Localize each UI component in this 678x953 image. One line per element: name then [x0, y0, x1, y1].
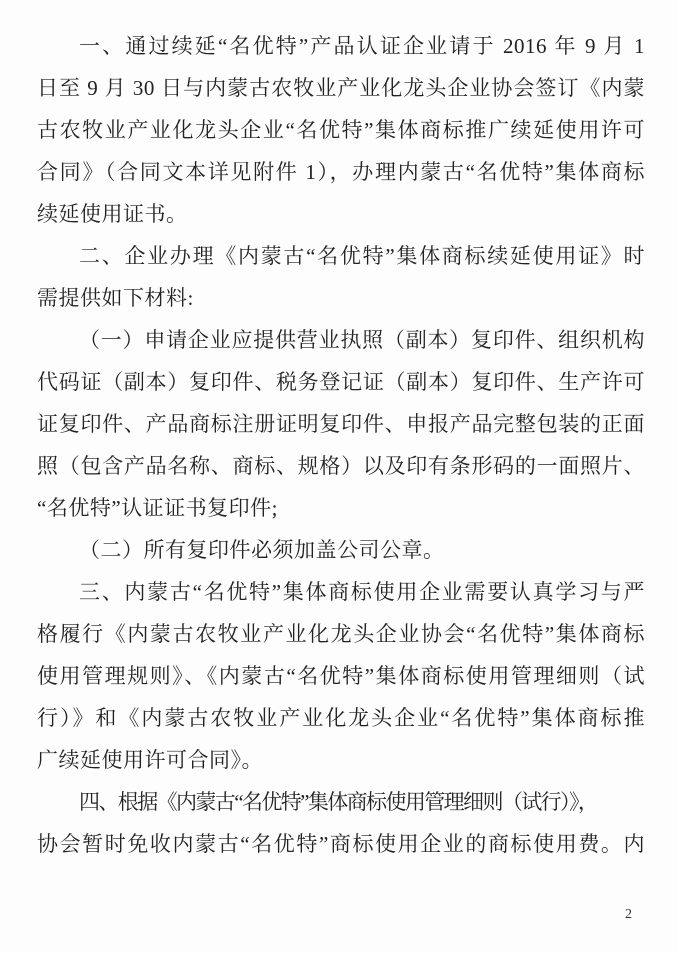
text-line: 二、企业办理《内蒙古“名优特”集体商标续延使用证》时 — [79, 244, 645, 268]
text-line: （一）申请企业应提供营业执照（副本）复印件、组织机构 — [79, 328, 645, 352]
page-number: 2 — [625, 907, 632, 922]
text-line: 古农牧业产业化龙头企业“名优特”集体商标推广续延使用许可 — [37, 118, 645, 142]
text-line: 格履行《内蒙古农牧业产业化龙头企业协会“名优特”集体商标 — [37, 622, 645, 646]
text-line: 需提供如下材料: — [37, 286, 194, 310]
text-line: 广续延使用许可合同》。 — [37, 748, 263, 772]
text-line: （二）所有复印件必须加盖公司公章。 — [79, 538, 445, 562]
text-line: 三、内蒙古“名优特”集体商标使用企业需要认真学习与严 — [79, 580, 645, 604]
text-line: 日至 9 月 30 日与内蒙古农牧业产业化龙头企业协会签订《内蒙 — [37, 76, 645, 100]
text-line: 照（包含产品名称、商标、规格）以及印有条形码的一面照片、 — [37, 454, 645, 478]
text-line: 证复印件、产品商标注册证明复印件、申报产品完整包装的正面 — [37, 412, 645, 436]
text-line: 行）》和《内蒙古农牧业产业化龙头企业“名优特”集体商标推 — [37, 706, 645, 730]
text-line: 协会暂时免收内蒙古“名优特”商标使用企业的商标使用费。内 — [37, 832, 645, 856]
text-line: 合同》（合同文本详见附件 1），办理内蒙古“名优特”集体商标 — [37, 160, 645, 184]
text-line: “名优特”认证证书复印件; — [37, 496, 278, 520]
text-line: 四、根据《内蒙古“名优特”集体商标使用管理细则（试行）》， — [79, 790, 598, 814]
text-line: 一、通过续延“名优特”产品认证企业请于 2016 年 9 月 1 — [79, 34, 645, 58]
document-body — [37, 25, 645, 865]
text-line: 使用管理规则》、《内蒙古“名优特”集体商标使用管理细则（试 — [37, 664, 645, 688]
text-line: 代码证（副本）复印件、税务登记证（副本）复印件、生产许可 — [37, 370, 645, 394]
text-line: 续延使用证书。 — [37, 202, 188, 226]
